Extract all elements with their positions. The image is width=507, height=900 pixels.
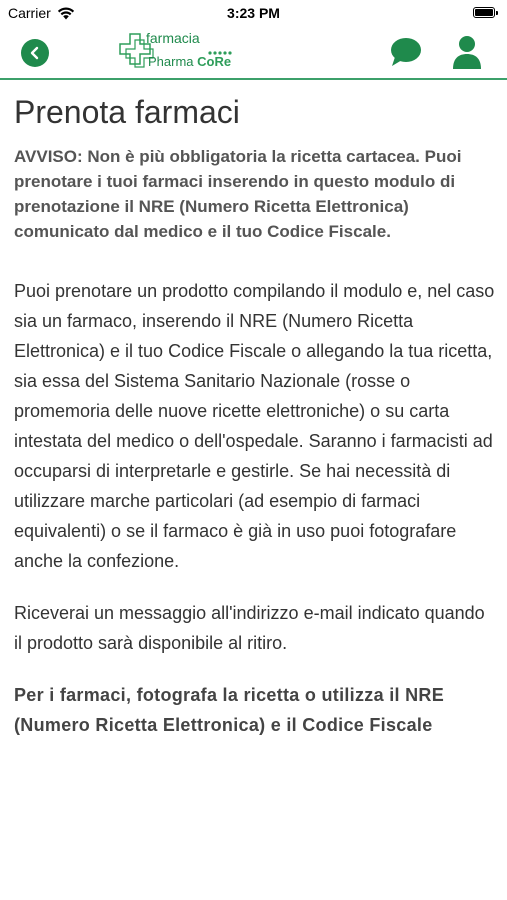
profile-button[interactable] bbox=[452, 35, 482, 69]
section-heading: Per i farmaci, fotografa la ricetta o utilizza il NRE (Numero Ricetta Elettronica) e il Codice Fiscale bbox=[14, 685, 445, 735]
content-area bbox=[14, 92, 496, 740]
user-icon bbox=[452, 35, 482, 69]
logo-text-top: farmacia bbox=[146, 30, 200, 46]
logo-brand: CoRe bbox=[197, 54, 232, 69]
nav-bar bbox=[0, 26, 507, 80]
chat-button[interactable] bbox=[390, 37, 422, 67]
info-paragraph-1: Puoi prenotare un prodotto compilando il modulo e, nel caso sia un farmaco, inserendo il NRE (Numero Ricetta Elettronica) e il tuo Codice Fiscale o allegando la tua ricetta, sia essa del Sistema Sanitario Nazionale (rosse o promemoria delle nuove ricette elettroniche) o su carta intestata del medico o dell'ospedale. Saranno i farmacisti ad occuparsi di interpretarle e gestirle. Se hai necessità di utilizzare marche particolari (ad esempio di farmaci equivalenti) o se il farmaco è già in uso puoi fotografare anche la confezione. bbox=[14, 281, 495, 571]
back-button[interactable] bbox=[21, 39, 49, 67]
logo-prefix: Pharma bbox=[148, 54, 194, 69]
carrier-label: Carrier bbox=[8, 5, 51, 21]
chevron-left-icon bbox=[29, 46, 41, 60]
info-paragraph-2: Riceverai un messaggio all'indirizzo e-mail indicato quando il prodotto sarà disponibile al ritiro. bbox=[14, 603, 485, 653]
status-time: 3:23 PM bbox=[227, 5, 280, 21]
chat-bubble-icon bbox=[390, 37, 422, 67]
notice-text: AVVISO: Non è più obbligatoria la ricetta cartacea. Puoi prenotare i tuoi farmaci inserendo in questo modulo di prenotazione il NRE (Numero Ricetta Elettronica) comunicato dal medico e il tuo Codice Fiscale. bbox=[14, 147, 462, 241]
pharmacy-logo[interactable] bbox=[118, 30, 238, 74]
logo-text-bottom bbox=[148, 54, 231, 69]
battery-icon bbox=[473, 7, 495, 18]
page-title: Prenota farmaci bbox=[14, 94, 240, 130]
status-bar bbox=[0, 0, 507, 26]
